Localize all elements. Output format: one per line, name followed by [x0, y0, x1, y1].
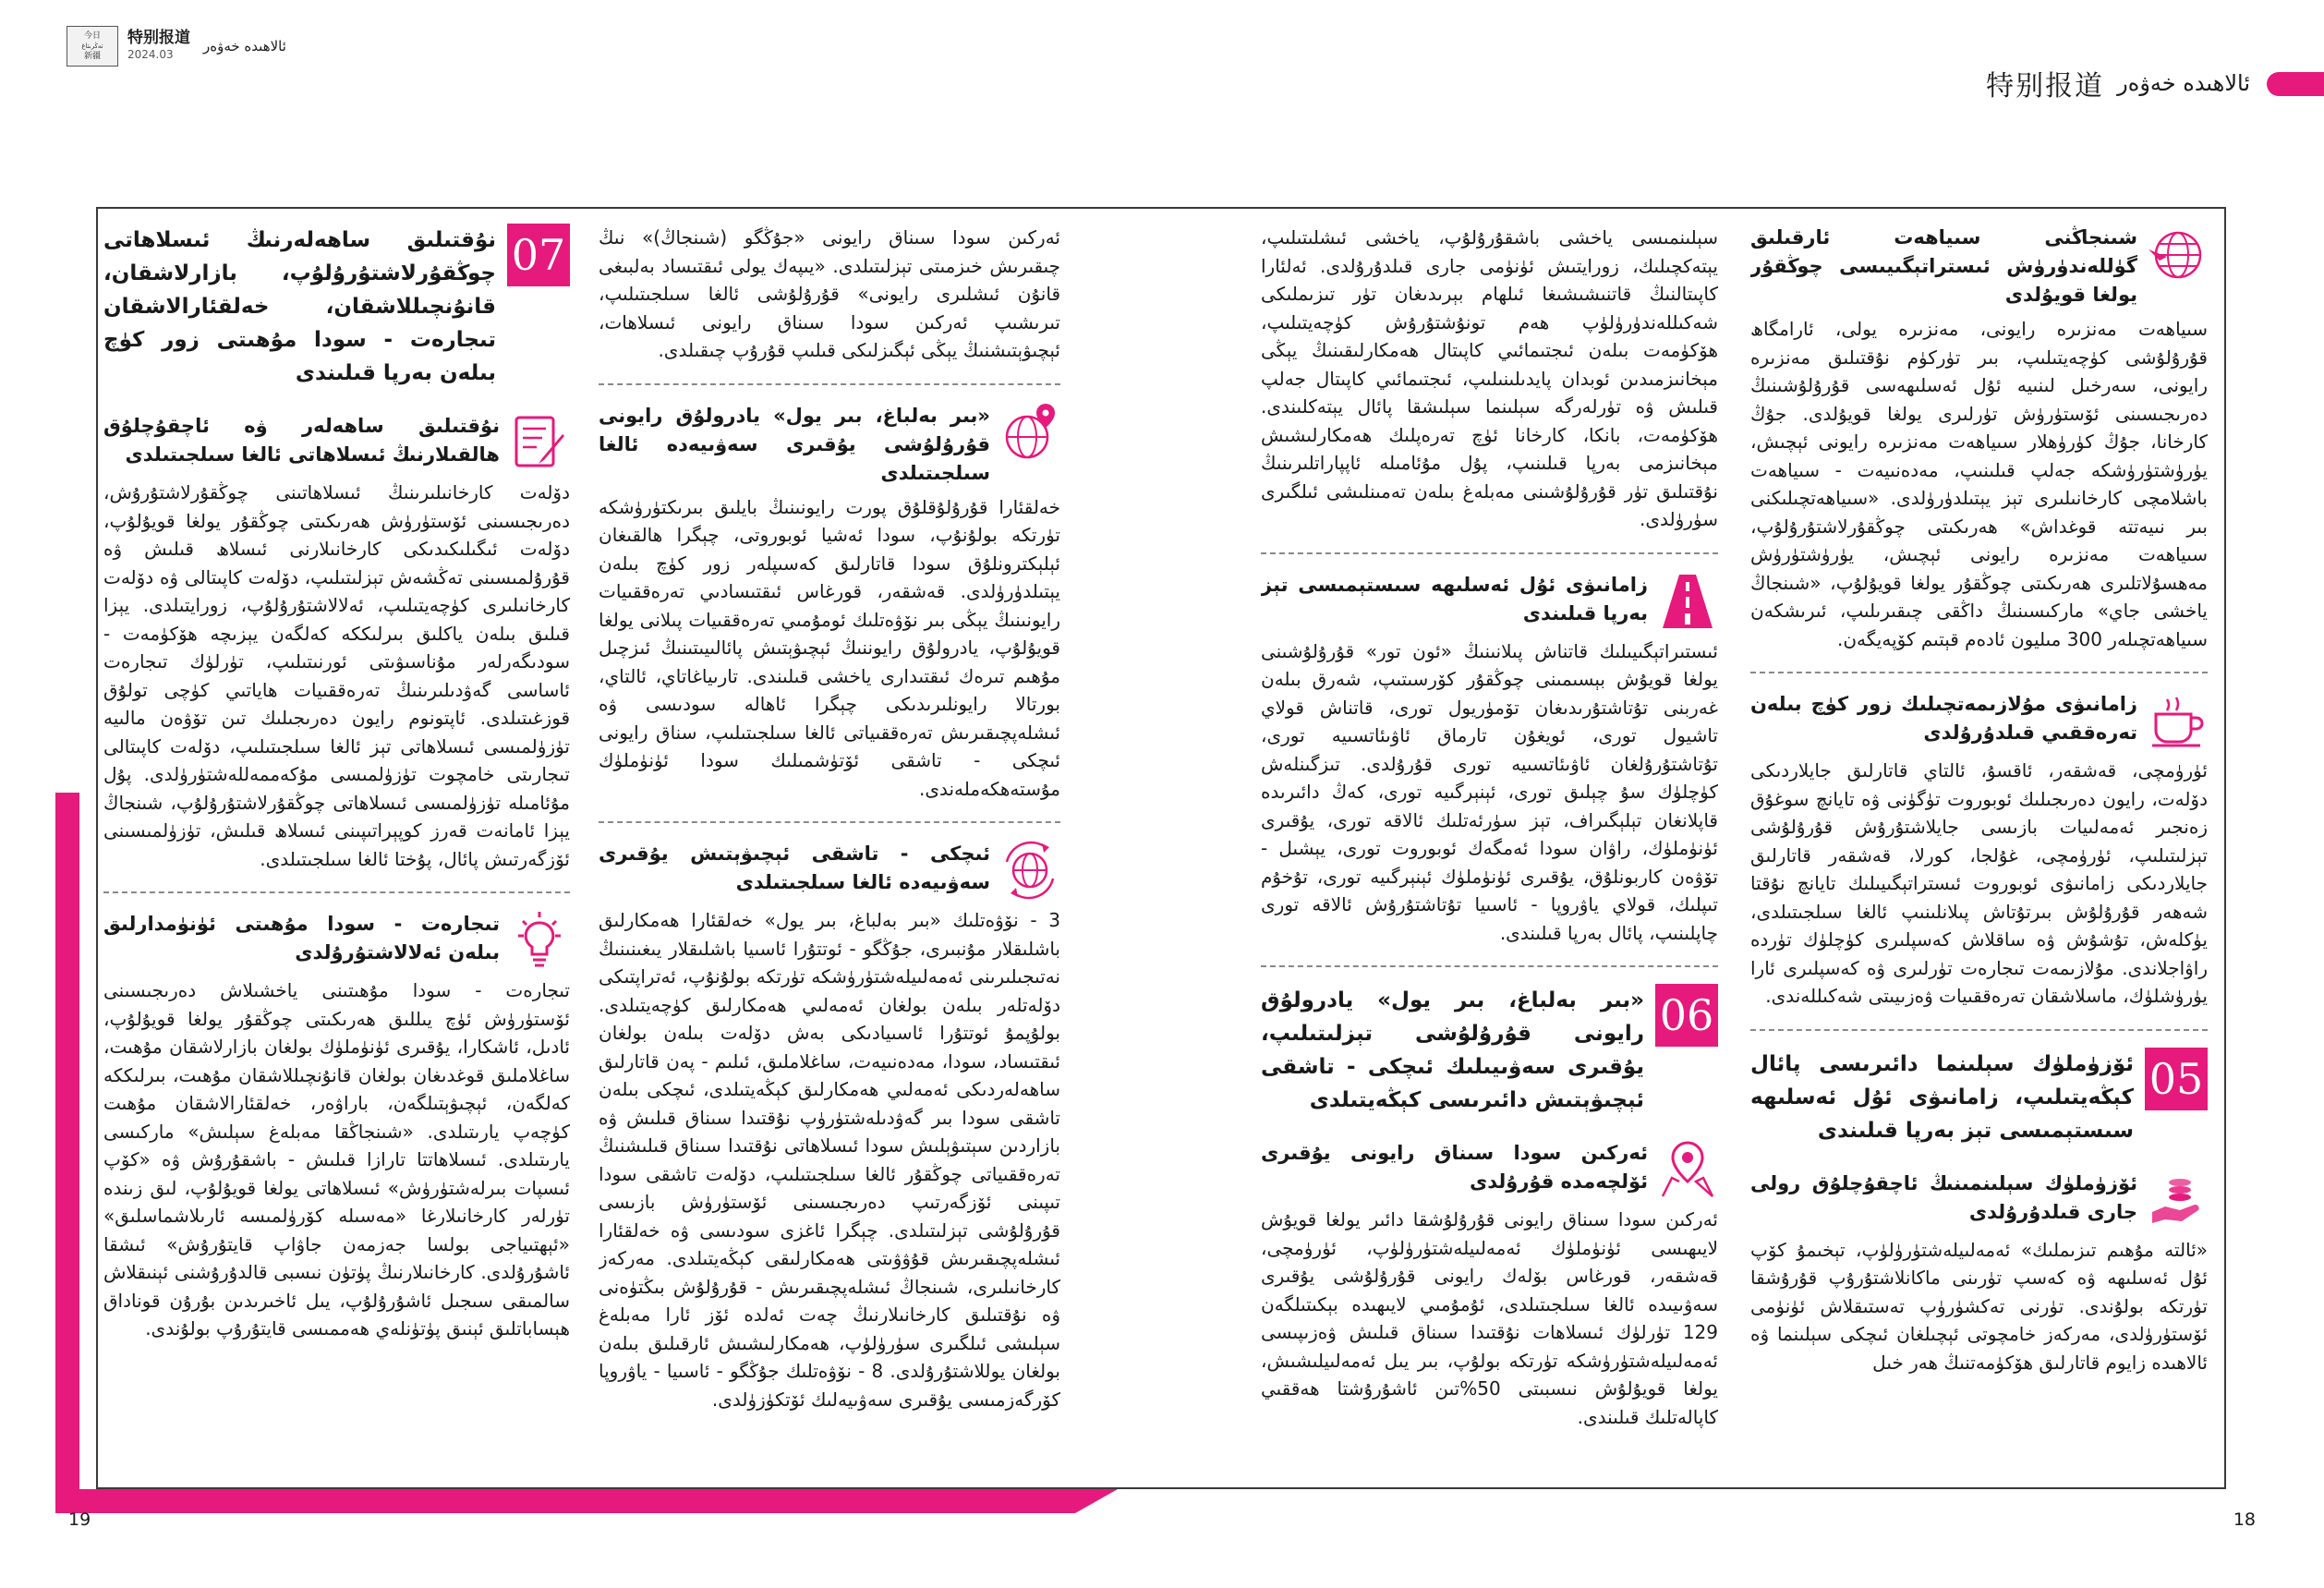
- logo-text-bottom: 新疆: [83, 51, 101, 61]
- section-title-06: «بىر بەلباغ، بىر يول» يادرولۇق رايونى قۇرۇلۇشى تېزلىتىلىپ، يۇقىرى سەۋىيىلىك ئىچكى - تاشقى ئېچىۋېتىش دائىرىسى كېڭەيتىلدى: [1261, 988, 1644, 1112]
- subsection-title-business-env: تىجارەت - سودا مۇھىتى ئۈنۈمدارلىق بىلەن ئەلالاشتۇرۇلدى: [103, 913, 500, 964]
- divider: [103, 891, 570, 893]
- section-cn-small: 特别报道: [127, 29, 190, 47]
- header-right: [1986, 63, 2250, 103]
- section-ug: ئالاھىدە خەۋەر: [2117, 70, 2250, 96]
- subsection-title-investment: ئۆزۈملۈك سېلىنمىنىڭ ئاچقۇچلۇق رولى جارى قىلدۇرۇلدى: [1750, 1171, 2137, 1223]
- section-06-header: [1261, 984, 1718, 1117]
- paragraph-services: ئۈرۈمچى، قەشقەر، ئاقسۇ، ئالتاي قاتارلىق جايلاردىكى دۆلەت، رايون دەرىجىلىك ئوبوروت تۈگۈنى ۋە تايانچ سوغۇق زەنجىر ئەمەلىيات بازىسى جايلاشتۇرۇش قۇرۇلۇشى تېزلىتىلىپ، ئۈرۈمچى، غۇلجا، كورلا، قەشقەر قاتارلىق جايلاردىكى زامانىۋى ئوبوروت ئىستراتېگىيىلىك تايانچ نۇقتا شەھەر قۇرۇلۇش بىرتۇتاش پىلانلىنىپ ئالغا سىلجىتىلدى، يۈكلەش، تۇشۇش ۋە ساقلاش كەسپلىرى كۈچلۈك تۈردە راۋاجلاندى. مۇلازىمەت تىجارەت تۈرلىرى ۋە كەسپلىرى ئارا يۈرۈشلۈك، ماسلاشقان تەرەققىيات ۋەزىيىتى شەكىللەندى.: [1750, 759, 2208, 1007]
- page-number-right: 18: [2233, 1509, 2256, 1530]
- subsection-free-trade: [1261, 1139, 1718, 1200]
- subsection-title-tourism: شىنجاڭنى سىياھەت ئارقىلىق گۈللەندۈرۈش ئىستراتېگىيىسى چوڭقۇر يولغا قويۇلدى: [1750, 226, 2137, 306]
- paragraph-free-trade-cont: ئەركىن سودا سىناق رايونى «جۇڭگو (شىنجاڭ)» نىڭ چىقىرىش خىزمىتى تېزلىتىلدى. «يىپەك يولى ئىقتىساد بەلبىغى قانۇن ئىشلىرى رايونى» قۇرۇلۇشى ئالغا سىلجىتىلىپ، تىرىشىپ ئەركىن سودا سىناق رايونى ئىسلاھات، ئېچىۋېتىشنىڭ يېڭى ئېگىزلىكى قىلىپ قۇرۇپ چىقىلدى.: [599, 226, 1060, 361]
- subsection-title-infrastructure: زامانىۋى ئۇل ئەسلىھە سىستېمىسى تېز بەرپا قىلىندى: [1261, 573, 1648, 624]
- divider: [1261, 552, 1718, 554]
- section-title-05: ئۆزۈملۈك سېلىنما دائىرىسى پائال كېڭەيتىلىپ، زامانىۋى ئۇل ئەسلىھە سىستېمىسى تېز بەرپا قىلىندى: [1750, 1051, 2134, 1143]
- subsection-investment: [1750, 1170, 2208, 1230]
- hand-coins-icon: [2147, 1170, 2208, 1230]
- pink-bottom-bar: [55, 1489, 1118, 1513]
- coffee-cup-icon: [2147, 690, 2208, 751]
- column-4: [103, 224, 570, 1471]
- subsection-title-reform: نۇقتىلىق ساھەلەر ۋە ئاچقۇچلۇق ھالقىلارنىڭ ئىسلاھاتى ئالغا سىلجىتىلدى: [103, 415, 500, 466]
- section-number-badge: 05: [2145, 1048, 2208, 1110]
- header-section-label: [127, 30, 190, 63]
- subsection-title-free-trade: ئەركىن سودا سىناق رايونى يۇقىرى ئۆلچەمدە قۇرۇلدى: [1261, 1142, 1648, 1193]
- paragraph-tourism: سىياھەت مەنزىرە رايونى، مەنزىرە يولى، ئارامگاھ قۇرۇلۇشى كۈچەيتىلىپ، بىر تۈركۈم نۇقتىلىق مەنزىرە رايونى، سەرخىل لىنىيە ئۇل ئەسلىھەسى قۇرۇلۇشىنىڭ دەرىجىسىنى ئۆستۈرۈش تۈرلىرى يولغا قويۇلدى. جۇڭ كارخانا، جۇڭ كۈرۈھلار سىياھەت مەنزىرە رايونى ئېچىش، يۈرۈشتۈرۈشكە جەلپ قىلىنىپ، مەدەنىيەت - سىياھەت باشلامچى كارخانىلىرى تېز يېتىلدۈرۈلدى. «سىياھەتچىلىكنى بىر نىيەتتە قوغداش» ھەرىكىتى چوڭقۇرلاشتۇرۇلۇپ، سىياھەت مەنزىرە رايونى ئېچىش، يۈرۈشتۈرۈش مەھسۇلاتلىرى ھەرىكىتى چوڭقۇر يولغا قويۇلۇپ، «شىنجاڭ ياخشى جاي» ماركىسىنىڭ داڭقى چىقىرىلىپ، ئىرىشكەن سىياھەتچىلەر 300 مىليون ئادەم قېتىم كۆپەيگەن.: [1750, 318, 2208, 650]
- section-title-07: نۇقتىلىق ساھەلەرنىڭ ئىسلاھاتى چوڭقۇرلاشتۇرۇلۇپ، بازارلاشقان، قانۇنچىللاشقان، خەلقئارالاشقان تىجارەت - سودا مۇھىتى زور كۈچ بىلەن بەرپا قىلىندى: [103, 228, 496, 385]
- column-1: [1750, 224, 2208, 1471]
- section-number-badge: 07: [507, 224, 570, 286]
- section-cn: 特别报道: [1986, 70, 2105, 103]
- paragraph-opening: 3 - نۆۋەتلىك «بىر بەلباغ، بىر يول» خەلقئارا ھەمكارلىق باشلىقلار مۇنبىرى، جۇڭگو - ئوتتۇرا ئاسىيا باشلىقلار يىغىنىنىڭ نەتىجىلىرىنى ئەمەلىيلەشتۈرۈشكە تۈرتكە بولۇنۇپ، ئەتراپتىكى دۆلەتلەر بىلەن بولغان ئەمەلىي ھەمكارلىق كۈچەيتىلدى. بولۇپمۇ ئوتتۇرا ئاسىيادىكى بەش دۆلەت بىلەن بولغان ئىقتىساد، سودا، مەدەنىيەت، ساغلاملىق، ئىلىم - پەن قاتارلىق ساھەلەردىكى ئەمەلىي ھەمكارلىق كېڭەيتىلدى، ئىچكى بىلەن تاشقى سودا بىر گەۋدىلەشتۈرۈپ نۇقتىدا سىناق قىلىش ۋە بازاردىن سېتىۋېلىش سودا ئىسلاھاتى نۇقتىدا سىناق قىلىشنىڭ تەرەققىياتى چوڭقۇر ئالغا سىلجىتىلىپ، دۆلەت تاشقى سودا تىپىنى ئۆزگەرتىپ دەرىجىسىنى ئۆستۈرۈش بازىسى قۇرۇلۇشى تېزلىتىلدى. چېگرا ئاغزى سودىسى ۋە خەلقئارا ئىشلەپچىقىرىش قۇۋۋىتى ھەمكارلىقى كېڭەيتىلدى. مەركەز كارخانىلىرى، شىنجاڭ ئىشلەپچىقىرىش - قۇرۇلۇش بىڭتۈەنى ۋە نۇقتىلىق كارخانىلارنىڭ چەت ئەلدە ئۆز ئارا مەبلەغ سېلىشى ئىلگىرى سۈرۈلۈپ، ھەمكارلىشىش ئارقىلىق بىلەن بولغان يوللاشتۇرۇلدى. 8 - نۆۋەتلىك جۇڭگو - ئاسىيا - ياۋروپا كۆرگەزمىسى يۇقىرى سەۋىيەلىك ئۆتكۈزۈلدى.: [599, 909, 1060, 1411]
- logo-text-sub: تەڭرىتاغ: [81, 42, 103, 50]
- highway-icon: [1657, 571, 1718, 632]
- section-ug-small: ئالاھىدە خەۋەر: [203, 38, 286, 55]
- column-2: [1261, 224, 1718, 1471]
- subsection-infrastructure: [1261, 571, 1718, 632]
- page-number-left: 19: [68, 1509, 91, 1530]
- paragraph-reform: دۆلەت كارخانىلىرىنىڭ ئىسلاھاتىنى چوڭقۇرلاشتۇرۇش، دەرىجىسىنى ئۆستۈرۈش ھەرىكىتى چوڭقۇر يولغا قويۇلۇپ، دۆلەت ئىگىلىكىدىكى كارخانىلارنى ئىسلاھ قىلىش ۋە قۇرۇلمىسىنى تەڭشەش تېزلىتىلىپ، دۆلەت كاپىتالى ۋە دۆلەت كارخانىلىرى كۈچەيتىلىپ، ئەلالاشتۇرۇلۇپ، زورايتىلدى. يېزا قىلىق بىلەن ياكلىق بىرلىككە كەلگەن يېزىچە ھۆكۈمەت - سودىگەرلەر مۇناسىۋىتى ئورنىتىلىپ، تۈرلۈك تىجارەت ئاساسى گەۋدىلىرىنىڭ تەرەققىيات ھاياتىي كۈچى تولۇق قوزغىتىلدى. ئاپتونوم رايون دەرىجىلىك تىن تۆۋەن مالىيە تۈزۈلمىسى ئىسلاھاتى تېز ئالغا سىلجىتىلىپ، دۆلەت كاپىتالى تىجارىتى خامچوت تۈزۈلمىسى مۇكەممەللەشتۈرۈلدى. پۇل مۇئامىلە تۈزۈلمىسى ئىسلاھاتى چوڭقۇرلاشتۇرۇلۇپ، شىنجاڭ يېزا ئامانەت قەرز كوپېراتىپىنى ئىسلاھ قىلىش، تۈزۈلمىسىنى ئۆزگەرتىش پائال، پۇختا ئالغا سىلجىتىلدى.: [103, 481, 570, 870]
- subsection-services: [1750, 690, 2208, 751]
- issue-date: 2024.03: [127, 48, 174, 61]
- logo-text-top: 今日: [83, 30, 101, 41]
- globe-pin-icon: [999, 402, 1060, 463]
- section-07-header: [103, 224, 570, 390]
- subsection-business-env: [103, 910, 570, 971]
- pink-left-bar: [55, 793, 79, 1513]
- subsection-title-opening: ئىچكى - تاشقى ئېچىۋېتىش يۇقىرى سەۋىيەدە ئالغا سىلجىتىلدى: [599, 842, 990, 893]
- subsection-title-belt-road: «بىر بەلباغ، بىر يول» يادرولۇق رايونى قۇرۇلۇشى يۇقىرى سەۋىيەدە ئالغا سىلجىتىلدى: [599, 404, 990, 484]
- divider: [1261, 965, 1718, 967]
- section-number-badge: 06: [1655, 984, 1718, 1047]
- magazine-logo: [67, 26, 118, 67]
- paragraph-infrastructure: ئىستىراتېگىيىلىك قاتناش پىلانىنىڭ «ئون تور» قۇرۇلۇشىنى يولغا قويۇش بېسىمىنى چوڭقۇر كۆرسىتىپ، شەرق بىلەن غەربنى تۇتاشتۇرىدىغان تۆمۈريول تورى، قاتناش قولاي تاشيول تورى، ئويغۇن تارماق ئاۋىئاتسىيە تورى، تۇتاشتۇرۇلغان ئاۋىئاتسىيە تورى قۇرۇلدى. تىزگىنلەش كۈچلۈك سۇ چېلىق تورى، ئېنېرگىيە تورى، كەڭ دائىرىدە قاپلانغان تېلېگىراف، تېز سۈرئەتلىك ئالاقە تورى، يۇقىرى ئۈنۈملۈك، راۋان سودا ئەمگەك ئوبوروت تورى، يېشىل - تۆۋەن كاربونلۇق، يۇقىرى ئۈنۈملۈك ئېنېرگىيە تورى، تۇخۇم تىپلىك، قولاي ياۋروپا - ئاسىيا تۇتاشتۇرۇش ئالاقە تورى چاپلىنىپ، پائال بەرپا قىلىندى.: [1261, 639, 1718, 944]
- divider: [1750, 1029, 2208, 1031]
- paragraph-capital: سېلىنمىسى ياخشى باشقۇرۇلۇپ، ياخشى ئىشلىتىلىپ، يېتەكچىلىك، زورايتىش ئۈنۈمى جارى قىلدۇرۇلدى. ئەلئارا كاپىتالنىڭ قاتنىشىشىغا ئىلھام بېرىدىغان تۈر تىزىملىكى شەكىللەندۈرۈلۈپ ھەم تونۇشتۇرۇش كۈچەيتىلىپ، ھۆكۈمەت بىلەن ئىجتىمائىي كاپىتال ھەمكارلىقىنىڭ يېڭى مېخانىزمىدىن ئوبدان پايدىلىنىلىپ، ئىجتىمائىي كاپىتال جەلپ قىلىش ۋە تۈرلەرگە سېلىنما سېلىشقا پائال يېتەكلىندى. ھۆكۈمەت، بانكا، كارخانا ئۈچ تەرەپلىك ھەمكارلىشىش مېخانىزمى بەرپا قىلىنىپ، پۇل مۇئامىلە ئاپپاراتلىرىنىڭ نۇقتىلىق تۈر قۇرۇلۇشىنى مەبلەغ بىلەن تەمىنلىشى ئىلگىرى سۈرۈلدى.: [1261, 226, 1718, 530]
- divider: [599, 383, 1060, 385]
- divider: [1750, 672, 2208, 673]
- document-pen-icon: [509, 412, 570, 473]
- subsection-belt-road: [599, 402, 1060, 488]
- subsection-tourism: [1750, 224, 2208, 309]
- paragraph-investment: «ئالتە مۇھىم تىزىملىك» ئەمەلىيلەشتۈرۈلۈپ، تېخىمۇ كۆپ ئۇل ئەسلىھە ۋە كەسپ تۈرىنى ماكانلاشتۇرۇپ قۇرۇشقا تۈرتكە بولۇندى. تۈرنى تەكشۈرۈپ تەستىقلاش ئۈنۈمى ئۆستۈرۈلدى، مەركەز خامچوتى ئېچىلغان ئىچكى سېلىنما ۋە ئالاھىدە زايوم قاتارلىق ھۆكۈمەتنىڭ ھەر خىل: [1750, 1238, 2208, 1374]
- subsection-title-services: زامانىۋى مۇلازىمەتچىلىك زور كۈچ بىلەن تەرەققىي قىلدۇرۇلدى: [1750, 693, 2137, 744]
- subsection-reform: [103, 412, 570, 473]
- column-3: [599, 224, 1060, 1471]
- map-pin-icon: [1657, 1139, 1718, 1200]
- lightbulb-icon: [509, 910, 570, 971]
- section-05-header: [1750, 1048, 2208, 1147]
- globe-arrows-icon: [999, 840, 1060, 901]
- header-left: [67, 26, 286, 67]
- paragraph-free-trade: ئەركىن سودا سىناق رايونى قۇرۇلۇشقا دائىر يولغا قويۇش لايىھىسى ئۈنۈملۈك ئەمەلىيلەشتۈرۈلۈپ، ئۈرۈمچى، قەشقەر، قورغاس بۆلەك رايونى قۇرۇلۇشى يۇقىرى سەۋىيىدە ئالغا سىلجىتىلدى، ئۇمۇمىي لايىھىدە بېكىتىلگەن 129 تۈرلۈك ئىسلاھات نۇقتىدا سىناق قىلىش ۋەزىپىسى ئەمەلىيلەشتۈرۈشكە تۈرتكە بولۇپ، بىر يىل ئەمەلىيلىشىش، يولغا قويۇلۇش نىسبىتى 50%تىن ئاشۇرۇشتا ھەققىي كاپالەتلىك قىلىندى.: [1261, 1208, 1718, 1428]
- paragraph-belt-road: خەلقئارا قۇرۇلۇقلۇق پورت رايونىنىڭ بايلىق بىرىكتۈرۈشكە تۈرتكە بولۇنۇپ، سودا ئەشيا ئوبوروتى، چېگرا ھالقىغان ئېلېكترونلۇق سودا قاتارلىق كەسىپلەر زور كۈچ بىلەن يېتىلدۈرۈلدى. قەشقەر، قورغاس ئىقتىسادىي تەرەققىيات رايونىنىڭ يېڭى بىر نۆۋەتلىك ئومۇمىي تەرەققىيات پىلانى يولغا قويۇلۇپ، يادرولۇق رايوننىڭ ئېچىۋېتىش پائالىيىتىنىڭ ئىزچىل مۇھىم تىرەك ئىقتىدارى ياخشى قىلىندى. تارىياغاتاي، ئالتاي، بورتالا رايونلىرىدىكى چېگرا ئاھالە سودىسى ۋە ئىشلەپچىقىرىش تەرەققىياتى ئالغا سىلجىتىلىپ، سناق رايونى ئىچكى - تاشقى ئۆتۈشمىلىك سودا ئۈنۈملۈك مۇستەھكەملەندى.: [599, 495, 1060, 800]
- paragraph-business-env: تىجارەت - سودا مۇھىتىنى ياخشىلاش دەرىجىسىنى ئۆستۈرۈش ئۈچ يىللىق ھەرىكىتى چوڭقۇر يولغا قويۇلۇپ، ئادىل، ئاشكارا، يۇقىرى ئۈنۈملۈك بولغان بازارلاشقان مۇھىت، ساغلاملىق قوغدىغان بولغان قانۇنچىللاشقان مۇھىت، بىرلىككە كەلگەن، ئېچىۋېتىلگەن، باراۋەر، خەلقئارالاشقان مۇھىت كۈچەپ يارىتىلدى. «شىنجاڭقا مەبلەغ سېلىش» ماركىسى يارىتىلدى. ئىسلاھاتتا تارازا قىلىش - باشقۇرۇش ۋە «كۆپ ئىسپات بىرلەشتۈرۈش» ئىسلاھاتى يولغا قويۇلۇپ، لىق زىندە تۈرلەر كارخانىلارغا «مەسىلە كۆرۈلمىسە ئارىلاشماسلىق» «ئېھتىياجى بولسا جەزمەن جاۋاپ قايتۇرۇش» ئىشقا ئاشۇرۇلدى. كارخانىلارنىڭ پۈتۈن نىسبى قالدۇرۇشنى ئېنىقلاش سالمىقى سىجىل ئاشۇرۇلۇپ، يىل ئاخىرىدىن بۇرۇن قوناداق ھېساباتلىق ئېنىق پۈتۈنلەي ھەممىسى قايتۇرۇپ بولۇندى.: [103, 979, 570, 1339]
- pink-tab-decoration: [2267, 72, 2324, 96]
- subsection-opening: [599, 840, 1060, 901]
- divider: [599, 821, 1060, 823]
- globe-plane-icon: [2147, 224, 2208, 285]
